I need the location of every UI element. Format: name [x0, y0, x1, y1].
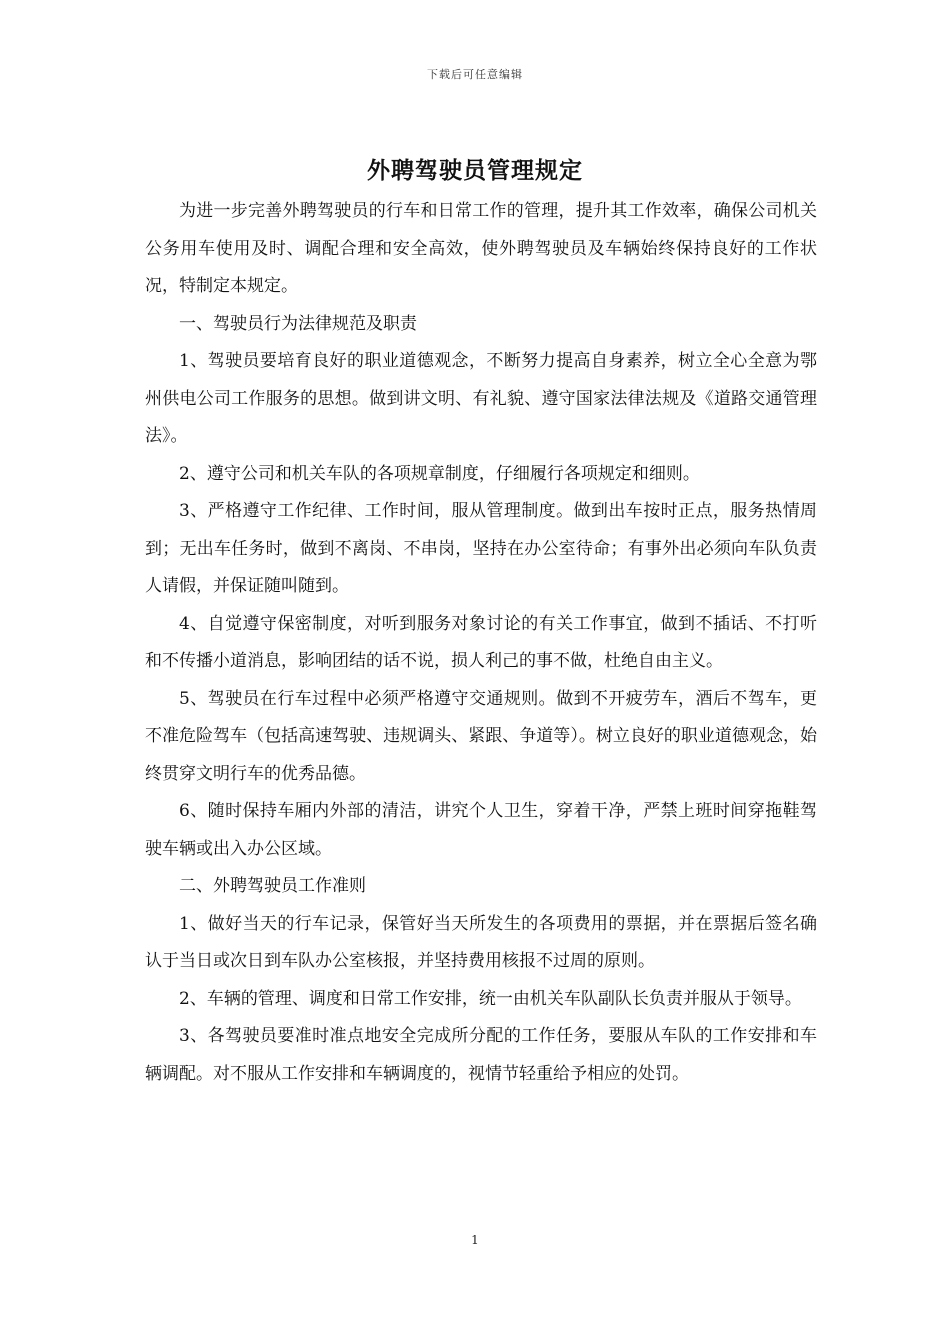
clause-paragraph: 4、自觉遵守保密制度，对听到服务对象讨论的有关工作事宜，做到不插话、不打听和不传播小道消息，影响团结的话不说，损人利己的事不做，杜绝自由主义。: [145, 613, 817, 671]
clause-paragraph: 3、各驾驶员要准时准点地安全完成所分配的工作任务，要服从车队的工作安排和车辆调配。对不服从工作安排和车辆调度的，视情节轻重给予相应的处罚。: [145, 1026, 817, 1084]
header-note: 下载后可任意编辑: [427, 68, 523, 81]
section-heading-1: 一、驾驶员行为法律规范及职责: [179, 313, 417, 334]
document-title: 外聘驾驶员管理规定: [367, 157, 583, 184]
clause-paragraph: 3、严格遵守工作纪律、工作时间，服从管理制度。做到出车按时正点，服务热情周到；无出车任务时，做到不离岗、不串岗，坚持在办公室待命；有事外出必须向车队负责人请假，并保证随叫随到。: [145, 501, 817, 596]
document-body: [145, 193, 817, 1093]
section-heading-2: 二、外聘驾驶员工作准则: [179, 876, 366, 896]
intro-paragraph: 为进一步完善外聘驾驶员的行车和日常工作的管理，提升其工作效率，确保公司机关公务用车使用及时、调配合理和安全高效，使外聘驾驶员及车辆始终保持良好的工作状况，特制定本规定。: [145, 201, 817, 296]
clause-paragraph: 2、车辆的管理、调度和日常工作安排，统一由机关车队副队长负责并服从于领导。: [179, 988, 802, 1009]
clause-paragraph: 5、驾驶员在行车过程中必须严格遵守交通规则。做到不开疲劳车，酒后不驾车，更不准危险驾车（包括高速驾驶、违规调头、紧跟、争道等）。树立良好的职业道德观念，始终贯穿文明行车的优秀品德。: [145, 688, 817, 784]
page-number: 1: [471, 1233, 479, 1247]
clause-paragraph: 6、随时保持车厢内外部的清洁，讲究个人卫生，穿着干净，严禁上班时间穿拖鞋驾驶车辆或出入办公区域。: [145, 801, 817, 859]
clause-paragraph: 1、做好当天的行车记录，保管好当天所发生的各项费用的票据，并在票据后签名确认于当日或次日到车队办公室核报，并坚持费用核报不过周的原则。: [145, 913, 817, 971]
clause-paragraph: 1、驾驶员要培育良好的职业道德观念，不断努力提高自身素养，树立全心全意为鄂州供电公司工作服务的思想。做到讲文明、有礼貌、遵守国家法律法规及《道路交通管理法》。: [145, 351, 817, 446]
clause-paragraph: 2、遵守公司和机关车队的各项规章制度，仔细履行各项规定和细则。: [179, 463, 700, 484]
